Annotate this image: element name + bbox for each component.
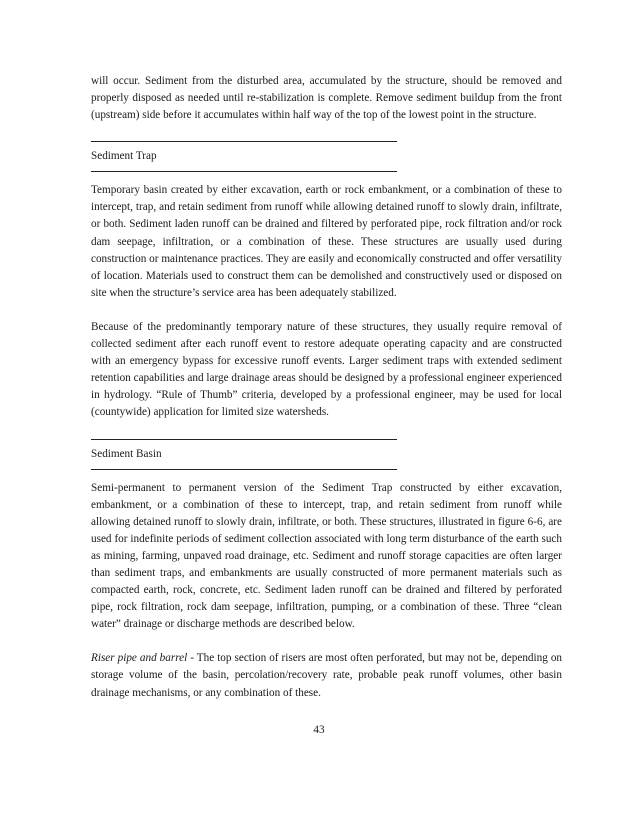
sediment-trap-paragraph-1: Temporary basin created by either excavation, earth or rock embankment, or a combination of these to intercept, trap, and retain sediment from runoff while allowing detained runoff to slowly drain, infiltrate, or both. Sediment laden runoff can be drained and filtered by perforated pipe, rock filtration and/or rock dam seepage, infiltration, or a combination of these. These structures are usually used during construction or maintenance practices. They are easily and economically constructed and offer versatility of location. Materials used to construct them can be demolished and constructively used or disposed on site when the structure’s service area has been adequately stabilized. xyxy=(91,184,562,299)
sediment-basin-paragraph-1: Semi-permanent to permanent version of the Sediment Trap constructed by either excavation, embankment, or a combination of these to intercept, trap, and retain sediment from runoff while allowing detained runoff to slowly drain, infiltrate, or both. These structures, illustrated in figure 6-6, are used for indefinite periods of sediment collection associated with long term disturbance of the earth such as mining, farming, unpaved road drainage, etc. Sediment and runoff storage capacities are often larger than sediment traps, and embankments are usually constructed of more permanent materials such as compacted earth, rock, concrete, etc. Sediment laden runoff can be drained and filtered by perforated pipe, rock filtration, rock dam seepage, infiltration, pumping, or a combination of these. Three “clean water” drainage or discharge methods are described below. xyxy=(91,481,562,631)
sediment-trap-paragraph-2: Because of the predominantly temporary nature of these structures, they usually require removal of collected sediment after each runoff event to restore adequate operating capacity and are constructed with an emergency bypass for excessive runoff events. Larger sediment traps with extended sediment retention capabilities and large drainage areas should be designed by a professional engineer experienced in hydrology. “Rule of Thumb” criteria, developed by a professional engineer, may be used for local (countywide) application for limited size watersheds. xyxy=(91,320,562,419)
page-number: 43 xyxy=(313,724,325,736)
sediment-basin-heading: Sediment Basin xyxy=(91,447,162,460)
intro-paragraph: will occur. Sediment from the disturbed area, accumulated by the structure, should be removed and properly disposed as needed until re-stabilization is complete. Remove sediment buildup from the front (upstream) side before it accumulates within half way of the top of the lowest point in the structure. xyxy=(91,75,562,122)
sediment-trap-heading: Sediment Trap xyxy=(91,150,157,163)
sediment-trap-heading-block xyxy=(91,141,397,172)
riser-pipe-paragraph xyxy=(91,650,562,701)
document-page xyxy=(91,73,562,702)
riser-pipe-term: Riser pipe and barrel - xyxy=(91,652,194,665)
riser-pipe-text: The top section of risers are most often perforated, but may not be, depending on storage volume of the basin, percolation/recovery rate, probable peak runoff volumes, other basin drainage mechanisms, or any combination of these. xyxy=(91,652,563,699)
sediment-basin-heading-block xyxy=(91,439,397,470)
